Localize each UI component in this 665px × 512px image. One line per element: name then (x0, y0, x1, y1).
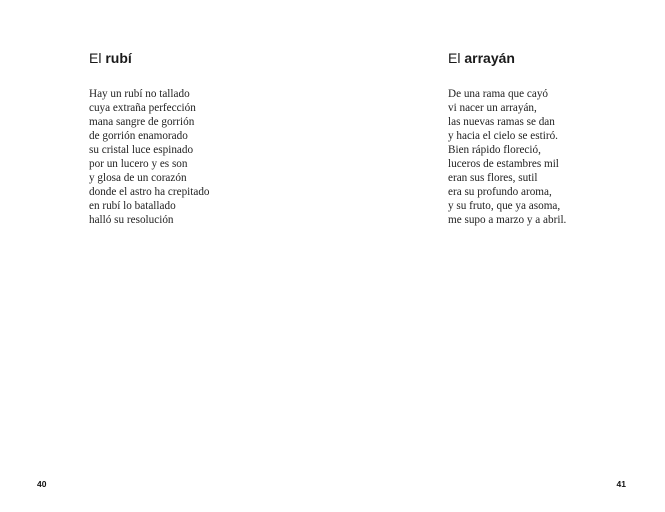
poem-line: Hay un rubí no tallado (89, 88, 190, 100)
poem-line: y su fruto, que ya asoma, (448, 200, 561, 212)
poem-line: y hacia el cielo se estiró. (448, 130, 558, 142)
poem-line: De una rama que cayó (448, 88, 549, 100)
poem-line: vi nacer un arrayán, (448, 102, 537, 114)
poem-rubi (89, 49, 210, 227)
poem-line: halló su resolución (89, 214, 174, 226)
title-prefix: El (448, 50, 461, 66)
poem-line: Bien rápido floreció, (448, 144, 541, 156)
poem-line: luceros de estambres mil (448, 158, 559, 170)
poem-line: en rubí lo batallado (89, 200, 176, 212)
title-word: rubí (105, 50, 132, 66)
poem-line: las nuevas ramas se dan (448, 116, 555, 128)
poem-lines (448, 87, 566, 227)
poem-title (448, 49, 566, 67)
poem-line: donde el astro ha crepitado (89, 186, 210, 198)
page-number-right: 41 (616, 479, 626, 489)
poem-line: por un lucero y es son (89, 158, 188, 170)
title-word: arrayán (464, 50, 515, 66)
poem-line: me supo a marzo y a abril. (448, 214, 567, 226)
poem-line: cuya extraña perfección (89, 102, 196, 114)
page-number-left: 40 (37, 479, 47, 489)
title-prefix: El (89, 50, 102, 66)
poem-line: era su profundo aroma, (448, 186, 552, 198)
right-page (332, 0, 665, 512)
poem-line: y glosa de un corazón (89, 172, 187, 184)
poem-line: de gorrión enamorado (89, 130, 188, 142)
poem-line: su cristal luce espinado (89, 144, 194, 156)
poem-arrayan (448, 49, 566, 227)
poem-line: mana sangre de gorrión (89, 116, 195, 128)
poem-line: eran sus flores, sutil (448, 172, 538, 184)
left-page (0, 0, 332, 512)
poem-lines (89, 87, 210, 227)
poem-title (89, 49, 210, 67)
